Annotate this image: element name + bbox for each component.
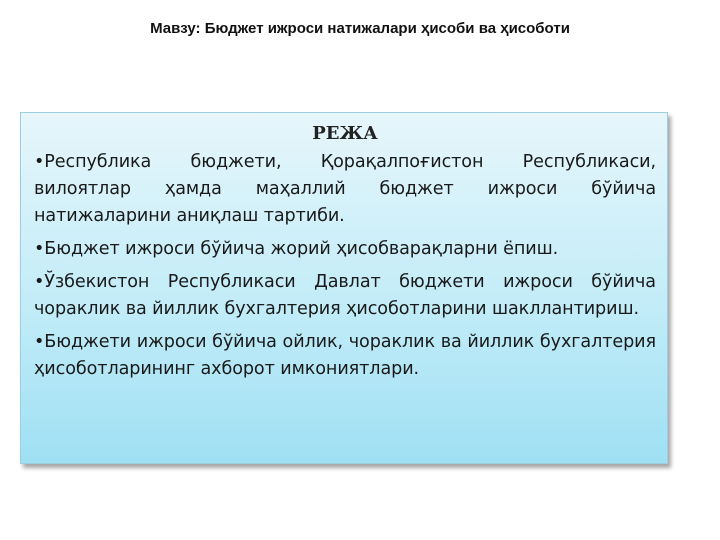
plan-item-text: Бюджет ижроси бўйича жорий ҳисобварақларни ёпиш. [44, 239, 559, 259]
slide-title: Мавзу: Бюджет ижроси натижалари ҳисоби ва ҳисоботи [150, 20, 570, 37]
plan-item-text: Республика бюджети, Қорақалпоғистон Республикаси, вилоятлар ҳамда маҳаллий бюджет ижроси бўйича натижаларини аниқлаш тартиби. [34, 152, 656, 226]
bullet-icon: • [34, 332, 45, 352]
bullet-icon: • [34, 152, 45, 172]
plan-item-3 [34, 269, 656, 323]
plan-item-1 [34, 149, 656, 230]
plan-item-text: Ўзбекистон Республикаси Давлат бюджети ижроси бўйича чораклик ва йиллик бухгалтерия ҳисоботларини шакллантириш. [34, 272, 656, 319]
bullet-icon: • [34, 272, 45, 292]
plan-heading: РЕЖА [312, 123, 378, 144]
plan-box [20, 112, 668, 464]
bullet-icon: • [34, 239, 45, 259]
plan-item-text: Бюджети ижроси бўйича ойлик, чораклик ва йиллик бухгалтерия ҳисоботларининг ахборот имкониятлари. [34, 332, 656, 379]
plan-item-4 [34, 329, 656, 383]
plan-item-2 [34, 236, 656, 263]
plan-list [34, 149, 656, 383]
